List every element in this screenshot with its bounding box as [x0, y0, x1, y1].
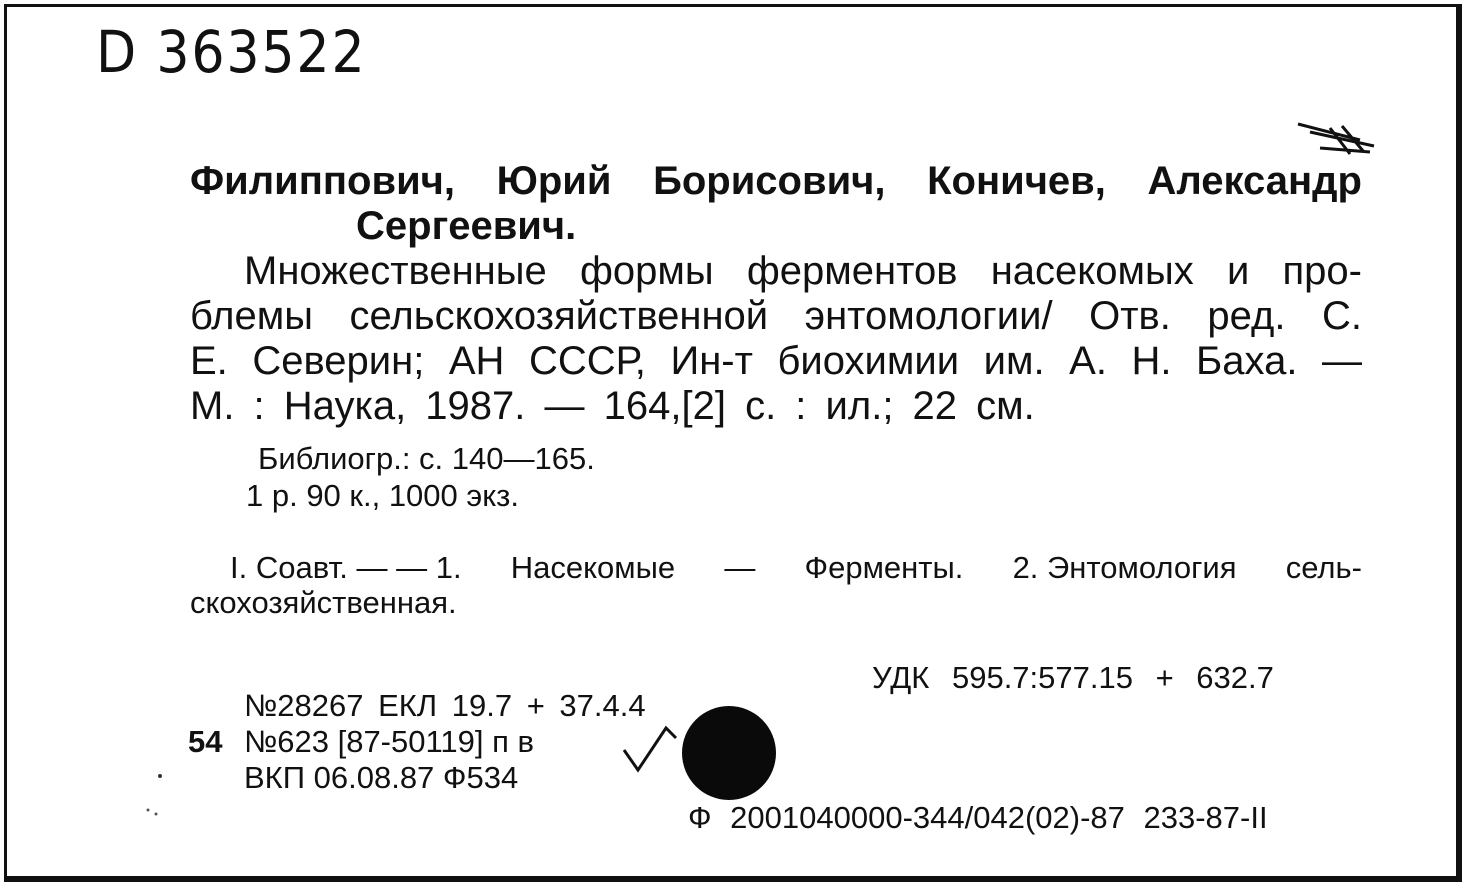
subject-word: — [724, 550, 756, 585]
udc-code: УДК 595.7:577.15 + 632.7 [872, 660, 1274, 695]
title-line-2 [190, 293, 1362, 339]
handwritten-mark-icon [1290, 118, 1380, 158]
title-word: С. [1322, 294, 1362, 338]
subject-word: сель- [1285, 550, 1362, 585]
title-word: сельскохозяйственной [349, 294, 769, 338]
ekl-line: №28267 ЕКЛ 19.7 + 37.4.4 [244, 688, 646, 723]
punched-hole [682, 706, 776, 800]
price-note: 1 р. 90 к., 1000 экз. [246, 478, 519, 513]
title-word: Ин-т [670, 339, 753, 383]
title-word: формы [579, 249, 714, 293]
title-word: Е. [190, 339, 228, 383]
title-word: А. [1069, 339, 1107, 383]
subject-word: Ферменты. [804, 550, 964, 585]
handwritten-checkmark-icon [618, 720, 688, 780]
authors-line-2: Сергеевич. [356, 204, 577, 248]
title-word: насекомых [990, 249, 1194, 293]
subject-word: I. Соавт. — — 1. [230, 550, 462, 585]
title-word: ферментов [746, 249, 958, 293]
title-word: СССР, [529, 339, 646, 383]
title-word: Баха. [1196, 339, 1298, 383]
title-line-3 [190, 338, 1362, 384]
title-word: биохимии [777, 339, 960, 383]
title-word: ред. [1207, 294, 1286, 338]
title-word: про- [1282, 249, 1362, 293]
author-word: Юрий [496, 159, 612, 203]
imprint: М. : Наука, 1987. — 164,[2] с. : ил.; 22 см. [190, 384, 1035, 428]
authors-line-1 [190, 158, 1362, 204]
bibliography-note: Библиогр.: с. 140—165. [258, 441, 595, 476]
author-word: Борисович, [653, 159, 886, 203]
title-word: Северин; [252, 339, 425, 383]
title-word: и [1226, 249, 1250, 293]
subjects-line-2: скохозяйственная. [190, 585, 457, 620]
catalog-number: D 363522 [96, 18, 367, 86]
title-word: Н. [1131, 339, 1172, 383]
subject-word: Насекомые [510, 550, 676, 585]
author-word: Коничев, [927, 159, 1106, 203]
subject-word: 2. Энтомология [1012, 550, 1237, 585]
author-word: Филиппович, [190, 159, 455, 203]
order-prefix: 54 [188, 724, 223, 759]
title-word: энтомологии/ [804, 294, 1053, 338]
subjects-line-1 [230, 550, 1362, 586]
classification-code: Ф 2001040000-344/042(02)-87 233-87-II [688, 800, 1268, 835]
title-word: Отв. [1089, 294, 1171, 338]
author-word: Александр [1147, 159, 1362, 203]
title-word: Множественные [244, 249, 547, 293]
title-word: блемы [190, 294, 313, 338]
title-word: — [1321, 339, 1362, 383]
title-word: им. [983, 339, 1045, 383]
print-specks-icon [140, 770, 170, 830]
title-line-1 [244, 248, 1362, 294]
vkp-line: ВКП 06.08.87 Ф534 [244, 760, 519, 795]
order-line: №623 [87-50119] п в [244, 724, 535, 759]
title-word: АН [448, 339, 505, 383]
